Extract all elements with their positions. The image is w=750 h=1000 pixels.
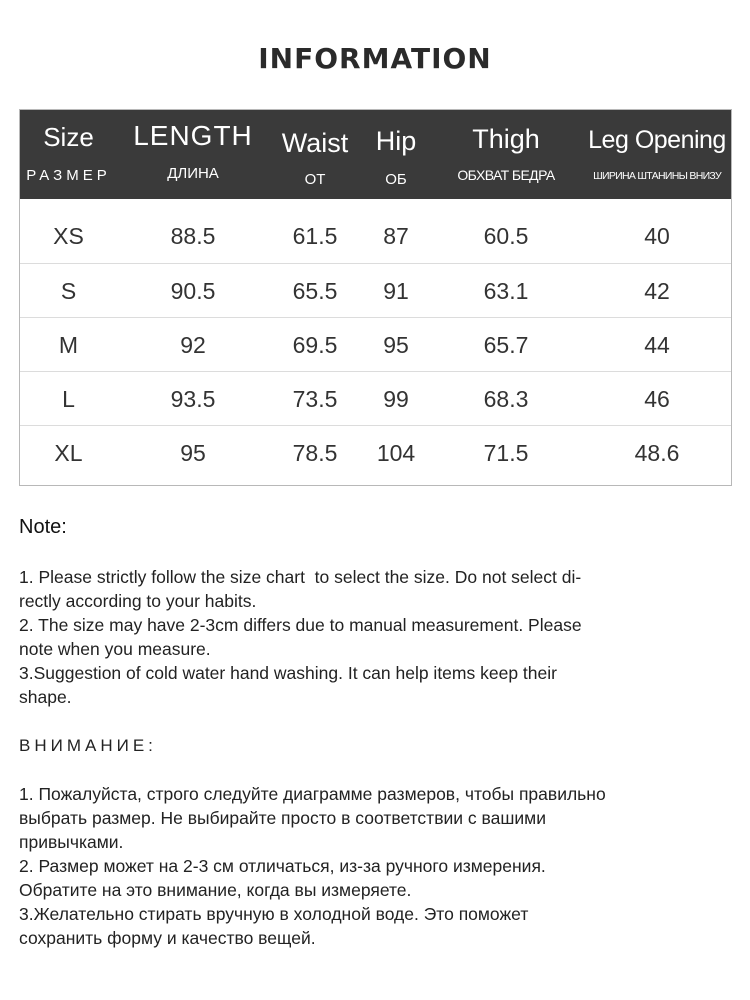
cell-size: XS [53, 223, 84, 249]
header-size-en: Size [43, 122, 94, 152]
table-body [20, 199, 731, 485]
cell-leg-opening: 42 [644, 278, 670, 304]
cell-thigh: 68.3 [483, 386, 529, 412]
header-length-ru: ДЛИНА [167, 165, 219, 182]
table-row [20, 317, 731, 372]
cell-length: 92 [180, 332, 206, 358]
header-leg-opening-ru: ШИРИНА ШТАНИНЫ ВНИЗУ [593, 170, 721, 182]
table-header [20, 110, 731, 199]
cell-hip: 99 [383, 386, 409, 412]
note-line: 1. Please strictly follow the size chart to select the size. Do not select di- [19, 567, 582, 587]
header-waist [269, 110, 361, 199]
header-leg-opening-en: Leg Opening [588, 126, 726, 154]
note-title: Note: [19, 516, 67, 538]
cell-length: 90.5 [170, 278, 216, 304]
header-hip [361, 110, 431, 199]
cell-size: M [58, 332, 79, 358]
header-size-ru: РАЗМЕР [26, 167, 111, 184]
note-english [19, 516, 729, 709]
note-line: привычками. [19, 832, 124, 852]
cell-size: XL [54, 440, 83, 466]
note-line: 3.Желательно стирать вручную в холодной воде. Это поможет [19, 904, 529, 924]
header-hip-en: Hip [375, 126, 417, 156]
cell-waist: 73.5 [292, 386, 338, 412]
table-row [20, 425, 731, 480]
cell-size: L [62, 386, 75, 412]
header-size [20, 110, 117, 199]
page-title: INFORMATION [258, 42, 492, 75]
cell-thigh: 65.7 [483, 332, 529, 358]
note-line: rectly according to your habits. [19, 591, 257, 611]
note-line: выбрать размер. Не выбирайте просто в соответствии с вашими [19, 808, 546, 828]
table-row [20, 371, 731, 426]
note-title-ru: ВНИМАНИЕ: [19, 736, 157, 755]
cell-leg-opening: 48.6 [634, 440, 680, 466]
cell-leg-opening: 46 [644, 386, 670, 412]
header-thigh-en: Thigh [472, 124, 540, 154]
header-thigh [431, 110, 581, 199]
note-line: 2. The size may have 2-3cm differs due to manual measurement. Please [19, 615, 582, 635]
table-row [20, 209, 731, 263]
cell-waist: 78.5 [292, 440, 338, 466]
header-length [117, 110, 269, 199]
cell-hip: 104 [376, 440, 416, 466]
cell-leg-opening: 40 [644, 223, 670, 249]
note-line: Обратите на это внимание, когда вы измеряете. [19, 880, 412, 900]
cell-waist: 61.5 [292, 223, 338, 249]
note-line: 3.Suggestion of cold water hand washing. It can help items keep their [19, 663, 557, 683]
cell-length: 95 [180, 440, 206, 466]
note-russian [19, 736, 729, 950]
cell-hip: 91 [383, 278, 409, 304]
header-hip-ru: ОБ [385, 171, 407, 188]
header-thigh-ru: ОБХВАТ БЕДРА [457, 167, 555, 183]
cell-waist: 69.5 [292, 332, 338, 358]
cell-waist: 65.5 [292, 278, 338, 304]
header-leg-opening [581, 110, 733, 199]
note-line: 2. Размер может на 2-3 см отличаться, из-за ручного измерения. [19, 856, 546, 876]
note-line: note when you measure. [19, 639, 211, 659]
note-line: shape. [19, 687, 72, 707]
cell-thigh: 60.5 [483, 223, 529, 249]
cell-length: 93.5 [170, 386, 216, 412]
cell-hip: 87 [383, 223, 409, 249]
cell-length: 88.5 [170, 223, 216, 249]
cell-thigh: 71.5 [483, 440, 529, 466]
header-length-en: LENGTH [133, 120, 253, 151]
table-row [20, 263, 731, 318]
header-waist-en: Waist [281, 128, 349, 158]
cell-hip: 95 [383, 332, 409, 358]
header-waist-ru: ОТ [304, 171, 326, 188]
note-line: сохранить форму и качество вещей. [19, 928, 316, 948]
cell-size: S [60, 278, 77, 304]
note-line: 1. Пожалуйста, строго следуйте диаграмме размеров, чтобы правильно [19, 784, 606, 804]
cell-thigh: 63.1 [483, 278, 529, 304]
cell-leg-opening: 44 [644, 332, 670, 358]
size-chart-table [19, 109, 732, 486]
